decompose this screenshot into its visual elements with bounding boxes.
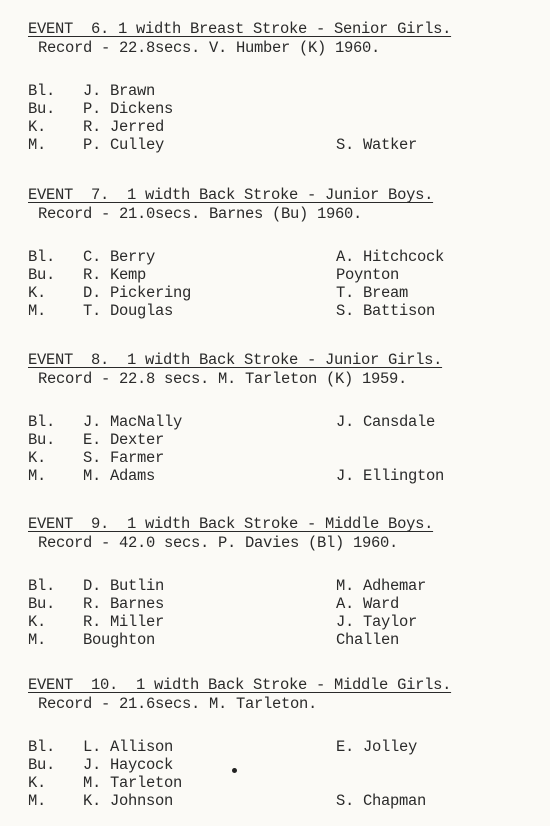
- reserve-name: Poynton: [336, 266, 400, 284]
- reserve-name: M. Adhemar: [336, 577, 427, 595]
- house-code: Bl.: [28, 82, 56, 100]
- entrant-row: [28, 449, 548, 467]
- entrant-list: [28, 248, 548, 320]
- house-code: Bl.: [28, 248, 56, 266]
- entrant-row: [28, 248, 548, 266]
- entrant-row: [28, 595, 548, 613]
- entrant-row: [28, 774, 548, 792]
- entrant-name: R. Jerred: [83, 118, 165, 136]
- house-code: K.: [28, 613, 47, 631]
- event-record: Record - 22.8 secs. M. Tarleton (K) 1959.: [38, 370, 408, 388]
- house-code: Bl.: [28, 738, 56, 756]
- entrant-row: [28, 266, 548, 284]
- entrant-row: [28, 467, 548, 485]
- event-title: EVENT 7. 1 width Back Stroke - Junior Boys.: [28, 186, 434, 204]
- reserve-name: J. Taylor: [336, 613, 418, 631]
- entrant-name: D. Pickering: [83, 284, 192, 302]
- reserve-name: Challen: [336, 631, 400, 649]
- reserve-name: T. Bream: [336, 284, 409, 302]
- house-code: Bl.: [28, 577, 56, 595]
- entrant-row: [28, 284, 548, 302]
- house-code: K.: [28, 284, 47, 302]
- event-title: EVENT 9. 1 width Back Stroke - Middle Boys.: [28, 515, 434, 533]
- event-title: EVENT 10. 1 width Back Stroke - Middle Girls.: [28, 676, 452, 694]
- house-code: Bu.: [28, 756, 56, 774]
- reserve-name: S. Battison: [336, 302, 436, 320]
- house-code: K.: [28, 774, 47, 792]
- house-code: K.: [28, 449, 47, 467]
- entrant-row: [28, 756, 548, 774]
- entrant-row: [28, 431, 548, 449]
- entrant-name: J. MacNally: [83, 413, 183, 431]
- entrant-name: M. Tarleton: [83, 774, 183, 792]
- entrant-name: P. Culley: [83, 136, 165, 154]
- reserve-name: S. Chapman: [336, 792, 427, 810]
- entrant-name: E. Dexter: [83, 431, 165, 449]
- reserve-name: E. Jolley: [336, 738, 418, 756]
- house-code: Bu.: [28, 431, 56, 449]
- event-title: EVENT 8. 1 width Back Stroke - Junior Girls.: [28, 351, 443, 369]
- house-code: M.: [28, 136, 47, 154]
- entrant-name: Boughton: [83, 631, 156, 649]
- entrant-name: R. Miller: [83, 613, 165, 631]
- entrant-name: D. Butlin: [83, 577, 165, 595]
- entrant-name: M. Adams: [83, 467, 156, 485]
- event-record: Record - 22.8secs. V. Humber (K) 1960.: [38, 39, 381, 57]
- entrant-name: R. Barnes: [83, 595, 165, 613]
- reserve-name: J. Ellington: [336, 467, 445, 485]
- house-code: Bu.: [28, 595, 56, 613]
- house-code: Bu.: [28, 266, 56, 284]
- entrant-list: [28, 413, 548, 485]
- house-code: K.: [28, 118, 47, 136]
- house-code: M.: [28, 631, 47, 649]
- entrant-row: [28, 577, 548, 595]
- entrant-row: [28, 136, 548, 154]
- entrant-list: [28, 738, 548, 810]
- house-code: M.: [28, 302, 47, 320]
- entrant-row: [28, 738, 548, 756]
- reserve-name: J. Cansdale: [336, 413, 436, 431]
- ink-spot: [232, 768, 237, 773]
- reserve-name: S. Watker: [336, 136, 418, 154]
- entrant-row: [28, 82, 548, 100]
- house-code: Bu.: [28, 100, 56, 118]
- entrant-row: [28, 792, 548, 810]
- entrant-row: [28, 613, 548, 631]
- entrant-row: [28, 413, 548, 431]
- entrant-name: C. Berry: [83, 248, 156, 266]
- entrant-name: R. Kemp: [83, 266, 147, 284]
- entrant-name: J. Haycock: [83, 756, 174, 774]
- entrant-name: S. Farmer: [83, 449, 165, 467]
- event-title: EVENT 6. 1 width Breast Stroke - Senior Girls.: [28, 20, 452, 38]
- entrant-list: [28, 82, 548, 154]
- house-code: Bl.: [28, 413, 56, 431]
- entrant-row: [28, 631, 548, 649]
- event-record: Record - 21.6secs. M. Tarleton.: [38, 695, 318, 713]
- event-record: Record - 42.0 secs. P. Davies (Bl) 1960.: [38, 534, 399, 552]
- event-record: Record - 21.0secs. Barnes (Bu) 1960.: [38, 205, 363, 223]
- entrant-name: P. Dickens: [83, 100, 174, 118]
- reserve-name: A. Hitchcock: [336, 248, 445, 266]
- reserve-name: A. Ward: [336, 595, 400, 613]
- house-code: M.: [28, 467, 47, 485]
- entrant-name: J. Brawn: [83, 82, 156, 100]
- entrant-row: [28, 302, 548, 320]
- entrant-name: T. Douglas: [83, 302, 174, 320]
- entrant-name: K. Johnson: [83, 792, 174, 810]
- entrant-list: [28, 577, 548, 649]
- entrant-name: L. Allison: [83, 738, 174, 756]
- entrant-row: [28, 118, 548, 136]
- entrant-row: [28, 100, 548, 118]
- house-code: M.: [28, 792, 47, 810]
